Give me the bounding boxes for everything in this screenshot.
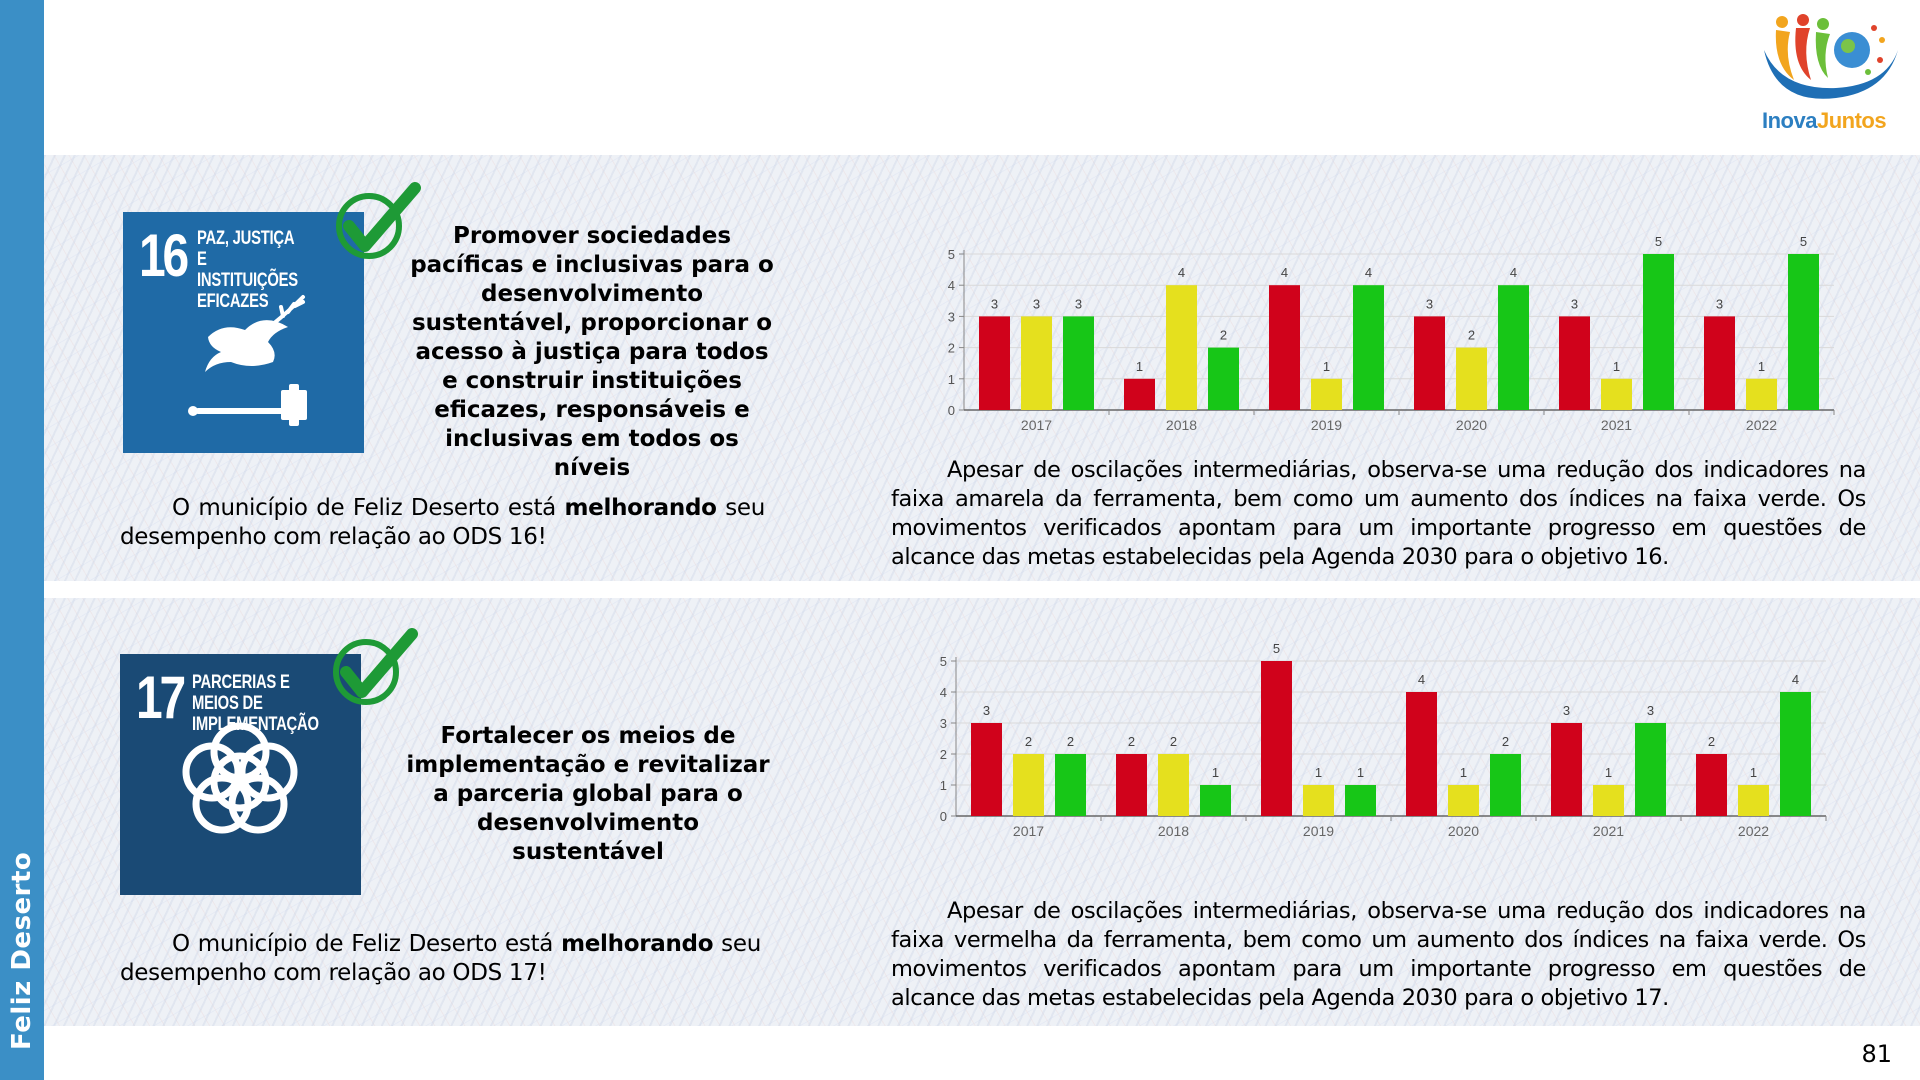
y-tick-label: 4 <box>939 685 947 700</box>
bar <box>1261 661 1292 816</box>
bar <box>1635 723 1666 816</box>
y-tick-label: 3 <box>939 716 947 731</box>
ods17-bar-chart <box>922 632 1842 852</box>
ods16-goal: Promover sociedades pacíficas e inclusivas para o desenvolvimento sustentável, proporcionar o acesso à justiça para todos e construir instituições eficazes, responsáveis e inclusivas em todos os níveis <box>410 223 774 481</box>
ods16-title: PAZ, JUSTIÇA E INSTITUIÇÕES EFICAZES <box>197 228 298 312</box>
x-tick-label: 2021 <box>1600 417 1633 433</box>
data-label: 3 <box>1425 296 1434 312</box>
ods17-goal: Fortalecer os meios de implementação e revitalizar a parceria global para o desenvolvimento sustentável <box>406 723 770 865</box>
bar <box>1738 785 1769 816</box>
status-keyword: melhorando <box>561 931 714 957</box>
x-tick-label: 2018 <box>1157 823 1190 839</box>
data-label: 2 <box>1219 327 1228 343</box>
x-tick-label: 2019 <box>1302 823 1335 839</box>
x-tick-label: 2018 <box>1165 417 1198 433</box>
chart-grid <box>964 254 1834 410</box>
ods16-number: 16 <box>139 222 186 289</box>
ods16-analysis: Apesar de oscilações intermediárias, observa-se uma redução dos indicadores na faixa amarela da ferramenta, bem como um aumento dos índices na faixa verde. Os movimentos verificados apontam para um importante progresso em questões de alcance das metas estabelecidas pela Agenda 2030 para o objetivo 16. <box>891 457 1866 570</box>
logo-wordmark: InovaJuntos <box>1762 108 1887 133</box>
data-label: 1 <box>1612 358 1621 374</box>
bar <box>1124 379 1155 410</box>
inovajuntos-logo <box>1756 10 1906 134</box>
data-label: 3 <box>1715 296 1724 312</box>
data-label: 4 <box>1364 265 1373 281</box>
bar <box>1353 285 1384 410</box>
page-number: 81 <box>1861 1040 1892 1068</box>
ods17-title: PARCERIAS E MEIOS DE IMPLEMENTAÇÃO <box>192 672 319 735</box>
bar <box>1406 692 1437 816</box>
data-label: 3 <box>1570 296 1579 312</box>
ods16-tile <box>123 212 364 453</box>
bar <box>1269 285 1300 410</box>
sidebar <box>0 0 44 1080</box>
data-label: 5 <box>1799 234 1808 249</box>
data-label: 1 <box>1604 765 1613 780</box>
sidebar-title: Feliz Deserto <box>7 851 37 1050</box>
ods16-status: O município de Feliz Deserto está melhorando seu desempenho com relação ao ODS 16! <box>120 495 766 550</box>
x-tick-label: 2017 <box>1020 417 1053 433</box>
bar <box>971 723 1002 816</box>
y-tick-label: 0 <box>939 809 947 824</box>
data-label: 2 <box>1467 327 1476 343</box>
y-tick-label: 0 <box>947 403 955 418</box>
data-label: 3 <box>982 703 991 718</box>
data-label: 1 <box>1757 358 1766 374</box>
data-label: 4 <box>1791 672 1800 687</box>
y-tick-label: 2 <box>939 747 947 762</box>
y-tick-label: 1 <box>939 778 947 793</box>
bar <box>1013 754 1044 816</box>
x-tick-label: 2021 <box>1592 823 1625 839</box>
x-tick-label: 2020 <box>1447 823 1480 839</box>
chart-grid <box>956 661 1826 816</box>
x-tick-label: 2017 <box>1012 823 1045 839</box>
bar <box>1704 316 1735 410</box>
x-tick-label: 2019 <box>1310 417 1343 433</box>
data-label: 1 <box>1749 765 1758 780</box>
data-label: 4 <box>1509 265 1518 281</box>
interlocking-rings-icon <box>120 654 361 895</box>
bar <box>1551 723 1582 816</box>
check-mark-icon <box>328 628 418 710</box>
bar <box>1311 379 1342 410</box>
bar <box>1345 785 1376 816</box>
data-label: 5 <box>1654 234 1663 249</box>
data-label: 3 <box>990 296 999 312</box>
bar <box>1696 754 1727 816</box>
bar <box>1780 692 1811 816</box>
bar <box>1158 754 1189 816</box>
ods16-bar-chart <box>930 226 1850 436</box>
y-tick-label: 1 <box>947 371 955 387</box>
data-label: 2 <box>1501 734 1510 749</box>
bar <box>1414 316 1445 410</box>
dove-gavel-icon <box>123 212 364 453</box>
bar <box>1303 785 1334 816</box>
y-tick-label: 5 <box>947 247 955 262</box>
data-label: 5 <box>1272 641 1281 656</box>
bar <box>1116 754 1147 816</box>
status-keyword: melhorando <box>564 495 717 521</box>
bar <box>1601 379 1632 410</box>
ods17-number: 17 <box>136 664 183 731</box>
bar <box>1063 316 1094 410</box>
bar <box>1208 348 1239 410</box>
data-label: 2 <box>1024 734 1033 749</box>
data-label: 2 <box>1707 734 1716 749</box>
data-label: 1 <box>1322 358 1331 374</box>
bar <box>1021 316 1052 410</box>
data-label: 3 <box>1646 703 1655 718</box>
data-label: 3 <box>1562 703 1571 718</box>
data-label: 3 <box>1074 296 1083 312</box>
y-tick-label: 5 <box>939 654 947 669</box>
data-label: 1 <box>1459 765 1468 780</box>
bar <box>1166 285 1197 410</box>
x-tick-label: 2022 <box>1737 823 1770 839</box>
data-label: 1 <box>1211 765 1220 780</box>
logo-graphic-icon <box>1756 10 1906 110</box>
bar <box>1456 348 1487 410</box>
bar <box>1448 785 1479 816</box>
data-label: 1 <box>1356 765 1365 780</box>
bar <box>979 316 1010 410</box>
y-tick-label: 2 <box>947 340 955 356</box>
bar <box>1788 254 1819 410</box>
data-label: 2 <box>1169 734 1178 749</box>
bar <box>1746 379 1777 410</box>
ods17-status: O município de Feliz Deserto está melhorando seu desempenho com relação ao ODS 17! <box>120 931 761 986</box>
data-label: 1 <box>1314 765 1323 780</box>
bar <box>1593 785 1624 816</box>
data-label: 2 <box>1127 734 1136 749</box>
data-label: 3 <box>1032 296 1041 312</box>
bar <box>1498 285 1529 410</box>
bar <box>1055 754 1086 816</box>
ods17-tile <box>120 654 361 895</box>
bar <box>1490 754 1521 816</box>
x-tick-label: 2020 <box>1455 417 1488 433</box>
data-label: 1 <box>1135 358 1144 374</box>
data-label: 2 <box>1066 734 1075 749</box>
data-label: 4 <box>1417 672 1426 687</box>
data-label: 4 <box>1177 265 1186 281</box>
y-tick-label: 4 <box>947 278 955 294</box>
y-tick-label: 3 <box>947 309 955 325</box>
bar <box>1559 316 1590 410</box>
bar <box>1643 254 1674 410</box>
data-label: 4 <box>1280 265 1289 281</box>
ods17-analysis: Apesar de oscilações intermediárias, observa-se uma redução dos indicadores na faixa vermelha da ferramenta, bem como um aumento dos índices na faixa verde. Os movimentos verificados apontam para um importante progresso em questões de alcance das metas estabelecidas pela Agenda 2030 para o objetivo 17. <box>891 898 1866 1011</box>
bar <box>1200 785 1231 816</box>
x-tick-label: 2022 <box>1745 417 1778 433</box>
